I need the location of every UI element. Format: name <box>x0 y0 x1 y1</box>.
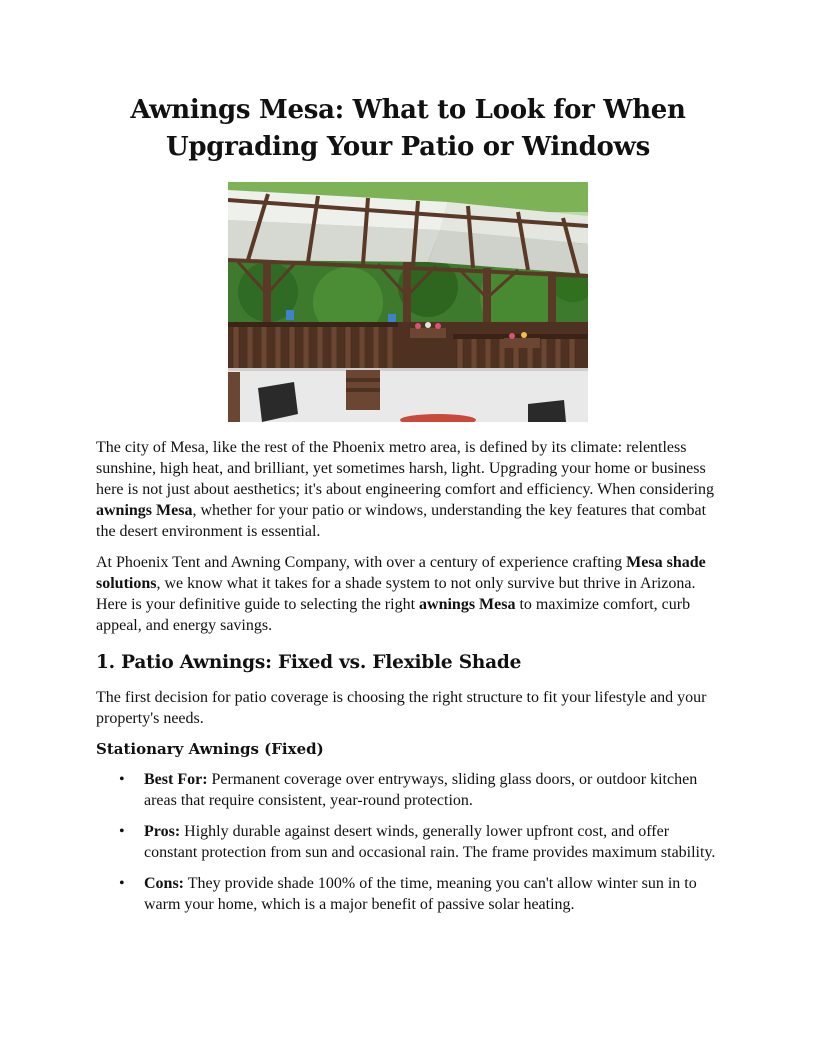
list-item: • Cons: They provide shade 100% of the time, meaning you can't allow winter sun in to warm your home, which is a major benefit of passive solar heating. <box>119 875 697 913</box>
list-item: • Best For: Permanent coverage over entryways, sliding glass doors, or outdoor kitchen areas that require consistent, year-round protection. <box>119 771 698 809</box>
bullet-icon: • <box>119 875 125 892</box>
document-page <box>96 92 720 925</box>
feature-list <box>96 769 720 915</box>
patio-awning-photo <box>228 182 588 422</box>
intro-paragraph-2: At Phoenix Tent and Awning Company, with over a century of experience crafting Mesa shade solutions, we know what it takes for a shade system to not only survive but thrive in Arizona. Here is your definitive guide to selecting the right awnings Mesa to maximize comfort, curb appeal, and energy savings. <box>96 554 706 634</box>
intro-paragraph-1: The city of Mesa, like the rest of the Phoenix metro area, is defined by its climate: relentless sunshine, high heat, and brilliant, yet sometimes harsh, light. Upgrading your home or business here is not just about aesthetics; it's about engineering comfort and efficiency. When considering awnings Mesa, whether for your patio or windows, understanding the key features that combat the desert environment is essential. <box>96 439 714 540</box>
page-title: Awnings Mesa: What to Look for When Upgrading Your Patio or Windows <box>130 95 686 162</box>
bullet-icon: • <box>119 823 125 840</box>
section-paragraph: The first decision for patio coverage is choosing the right structure to fit your lifestyle and your property's needs. <box>96 689 707 727</box>
section-heading: 1. Patio Awnings: Fixed vs. Flexible Shade <box>96 652 522 673</box>
list-item: • Pros: Highly durable against desert winds, generally lower upfront cost, and offer constant protection from sun and occasional rain. The frame provides maximum stability. <box>119 823 716 861</box>
bullet-icon: • <box>119 771 125 788</box>
subsection-heading: Stationary Awnings (Fixed) <box>96 740 324 758</box>
